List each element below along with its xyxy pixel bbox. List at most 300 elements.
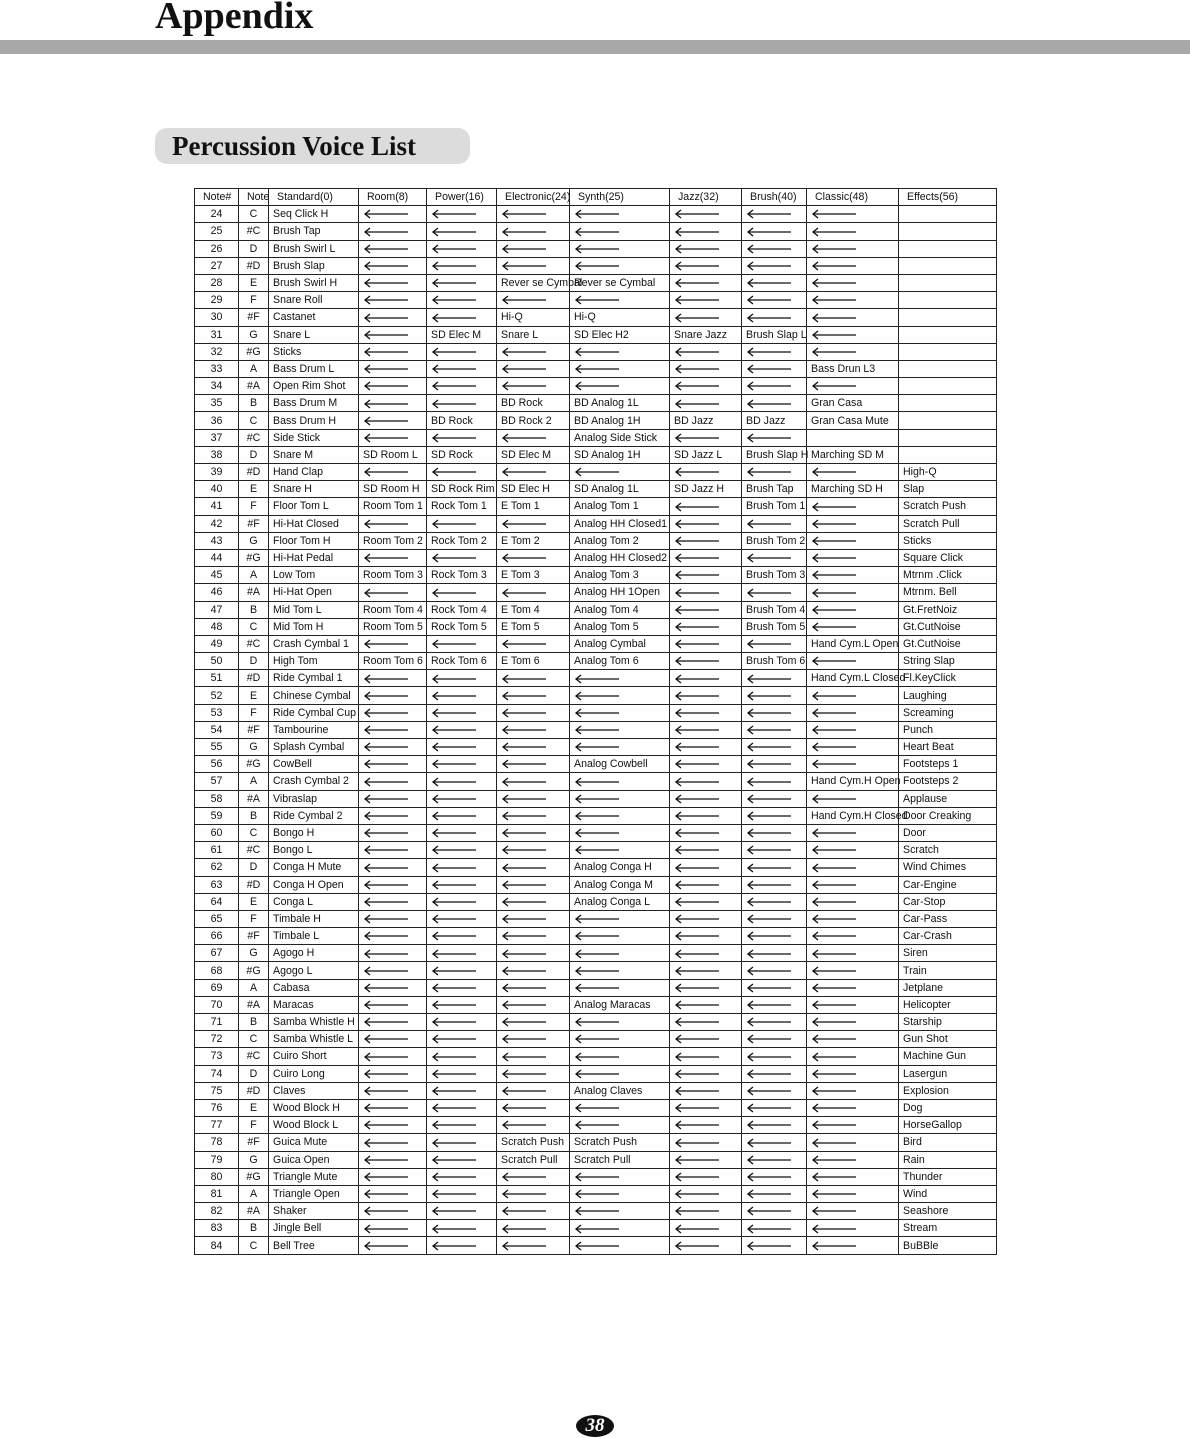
left-arrow-icon — [811, 467, 857, 477]
same-as-standard-cell — [742, 584, 807, 601]
same-as-standard-cell — [807, 378, 899, 395]
left-arrow-icon — [811, 931, 857, 941]
table-cell: A — [239, 773, 269, 790]
same-as-standard-cell — [807, 928, 899, 945]
table-row — [195, 945, 997, 962]
left-arrow-icon — [363, 794, 409, 804]
table-cell: 58 — [195, 790, 239, 807]
same-as-standard-cell — [670, 1168, 742, 1185]
table-cell: Room Tom 2 — [359, 532, 427, 549]
left-arrow-icon — [501, 381, 547, 391]
table-cell: Claves — [269, 1082, 359, 1099]
table-cell — [807, 429, 899, 446]
table-cell: #A — [239, 996, 269, 1013]
left-arrow-icon — [811, 347, 857, 357]
left-arrow-icon — [674, 502, 720, 512]
same-as-standard-cell — [570, 257, 670, 274]
table-cell — [899, 309, 997, 326]
left-arrow-icon — [674, 691, 720, 701]
left-arrow-icon — [746, 588, 792, 598]
left-arrow-icon — [811, 1103, 857, 1113]
same-as-standard-cell — [807, 1082, 899, 1099]
left-arrow-icon — [574, 949, 620, 959]
same-as-standard-cell — [427, 549, 497, 566]
same-as-standard-cell — [742, 274, 807, 291]
left-arrow-icon — [363, 1052, 409, 1062]
left-arrow-icon — [574, 1241, 620, 1251]
table-cell: Car-Stop — [899, 893, 997, 910]
left-arrow-icon — [363, 691, 409, 701]
table-cell: 68 — [195, 962, 239, 979]
table-cell: Room Tom 5 — [359, 618, 427, 635]
same-as-standard-cell — [359, 962, 427, 979]
table-cell: 55 — [195, 739, 239, 756]
left-arrow-icon — [363, 1086, 409, 1096]
same-as-standard-cell — [359, 412, 427, 429]
left-arrow-icon — [746, 639, 792, 649]
table-cell: 60 — [195, 824, 239, 841]
left-arrow-icon — [746, 966, 792, 976]
left-arrow-icon — [501, 931, 547, 941]
left-arrow-icon — [574, 828, 620, 838]
same-as-standard-cell — [570, 206, 670, 223]
left-arrow-icon — [431, 227, 477, 237]
table-cell: #G — [239, 549, 269, 566]
table-cell: Marching SD M — [807, 446, 899, 463]
table-cell: #D — [239, 464, 269, 481]
same-as-standard-cell — [670, 824, 742, 841]
same-as-standard-cell — [670, 549, 742, 566]
same-as-standard-cell — [670, 274, 742, 291]
table-cell: #D — [239, 876, 269, 893]
table-cell: 61 — [195, 842, 239, 859]
same-as-standard-cell — [427, 1117, 497, 1134]
left-arrow-icon — [811, 313, 857, 323]
same-as-standard-cell — [497, 1031, 570, 1048]
table-cell: Hand Cym.L Open — [807, 635, 899, 652]
table-row — [195, 429, 997, 446]
same-as-standard-cell — [742, 773, 807, 790]
left-arrow-icon — [674, 1224, 720, 1234]
table-cell: #G — [239, 962, 269, 979]
table-row — [195, 274, 997, 291]
table-row — [195, 1237, 997, 1254]
table-cell: Conga H Mute — [269, 859, 359, 876]
table-cell: Helicopter — [899, 996, 997, 1013]
column-header: Room(8) — [359, 189, 427, 206]
table-cell: C — [239, 206, 269, 223]
same-as-standard-cell — [807, 343, 899, 360]
left-arrow-icon — [574, 914, 620, 924]
same-as-standard-cell — [427, 274, 497, 291]
left-arrow-icon — [574, 983, 620, 993]
same-as-standard-cell — [807, 584, 899, 601]
table-cell: Brush Slap L — [742, 326, 807, 343]
same-as-standard-cell — [359, 687, 427, 704]
left-arrow-icon — [501, 845, 547, 855]
left-arrow-icon — [674, 1069, 720, 1079]
table-cell: BD Analog 1H — [570, 412, 670, 429]
left-arrow-icon — [501, 1120, 547, 1130]
same-as-standard-cell — [570, 1031, 670, 1048]
table-cell: Shaker — [269, 1203, 359, 1220]
left-arrow-icon — [674, 399, 720, 409]
left-arrow-icon — [501, 914, 547, 924]
table-cell: Scratch Push — [570, 1134, 670, 1151]
left-arrow-icon — [431, 295, 477, 305]
same-as-standard-cell — [742, 1065, 807, 1082]
table-cell: SD Room L — [359, 446, 427, 463]
left-arrow-icon — [574, 295, 620, 305]
table-cell: Hand Cym.H Closed — [807, 807, 899, 824]
left-arrow-icon — [746, 674, 792, 684]
table-cell: Conga H Open — [269, 876, 359, 893]
left-arrow-icon — [431, 1034, 477, 1044]
table-cell: Analog Tom 4 — [570, 601, 670, 618]
table-cell: Rever se Cymbal — [570, 274, 670, 291]
same-as-standard-cell — [497, 1082, 570, 1099]
same-as-standard-cell — [497, 996, 570, 1013]
table-cell: D — [239, 653, 269, 670]
left-arrow-icon — [746, 708, 792, 718]
table-cell: F — [239, 1117, 269, 1134]
left-arrow-icon — [431, 519, 477, 529]
left-arrow-icon — [574, 1120, 620, 1130]
left-arrow-icon — [363, 1172, 409, 1182]
table-cell: Gt.FretNoiz — [899, 601, 997, 618]
table-row — [195, 515, 997, 532]
table-row — [195, 292, 997, 309]
same-as-standard-cell — [359, 1082, 427, 1099]
same-as-standard-cell — [497, 378, 570, 395]
table-cell: BuBBle — [899, 1237, 997, 1254]
left-arrow-icon — [746, 1241, 792, 1251]
left-arrow-icon — [674, 227, 720, 237]
table-cell: Square Click — [899, 549, 997, 566]
same-as-standard-cell — [497, 584, 570, 601]
table-cell: Brush Slap — [269, 257, 359, 274]
table-cell: 67 — [195, 945, 239, 962]
left-arrow-icon — [574, 1034, 620, 1044]
same-as-standard-cell — [807, 910, 899, 927]
table-cell: Analog Cowbell — [570, 756, 670, 773]
table-cell: HorseGallop — [899, 1117, 997, 1134]
table-cell: Analog Claves — [570, 1082, 670, 1099]
column-header: Jazz(32) — [670, 189, 742, 206]
same-as-standard-cell — [427, 635, 497, 652]
left-arrow-icon — [674, 553, 720, 563]
table-cell: SD Elec H2 — [570, 326, 670, 343]
left-arrow-icon — [674, 1103, 720, 1113]
same-as-standard-cell — [670, 1065, 742, 1082]
column-header: Power(16) — [427, 189, 497, 206]
table-cell: #A — [239, 1203, 269, 1220]
left-arrow-icon — [674, 931, 720, 941]
left-arrow-icon — [674, 725, 720, 735]
left-arrow-icon — [431, 1017, 477, 1027]
table-cell: 44 — [195, 549, 239, 566]
same-as-standard-cell — [359, 1134, 427, 1151]
left-arrow-icon — [811, 914, 857, 924]
table-cell: Analog Tom 2 — [570, 532, 670, 549]
left-arrow-icon — [574, 1189, 620, 1199]
left-arrow-icon — [431, 759, 477, 769]
same-as-standard-cell — [742, 1151, 807, 1168]
same-as-standard-cell — [427, 1220, 497, 1237]
left-arrow-icon — [363, 639, 409, 649]
same-as-standard-cell — [742, 395, 807, 412]
table-cell: 75 — [195, 1082, 239, 1099]
table-cell: Rock Tom 2 — [427, 532, 497, 549]
table-row — [195, 206, 997, 223]
table-cell: #G — [239, 343, 269, 360]
same-as-standard-cell — [427, 206, 497, 223]
left-arrow-icon — [746, 381, 792, 391]
table-cell: BD Rock — [497, 395, 570, 412]
same-as-standard-cell — [359, 893, 427, 910]
table-cell: Ride Cymbal 1 — [269, 670, 359, 687]
left-arrow-icon — [811, 330, 857, 340]
left-arrow-icon — [431, 828, 477, 838]
left-arrow-icon — [431, 467, 477, 477]
left-arrow-icon — [746, 931, 792, 941]
table-cell: Analog Tom 1 — [570, 498, 670, 515]
same-as-standard-cell — [570, 360, 670, 377]
left-arrow-icon — [811, 1224, 857, 1234]
left-arrow-icon — [363, 347, 409, 357]
table-cell: Chinese Cymbal — [269, 687, 359, 704]
left-arrow-icon — [746, 399, 792, 409]
same-as-standard-cell — [427, 360, 497, 377]
left-arrow-icon — [574, 1069, 620, 1079]
same-as-standard-cell — [670, 653, 742, 670]
table-cell: #C — [239, 842, 269, 859]
left-arrow-icon — [501, 347, 547, 357]
table-row — [195, 790, 997, 807]
left-arrow-icon — [574, 794, 620, 804]
table-cell: C — [239, 412, 269, 429]
table-cell: Sticks — [269, 343, 359, 360]
table-cell: Bass Drun L3 — [807, 360, 899, 377]
left-arrow-icon — [674, 519, 720, 529]
same-as-standard-cell — [497, 824, 570, 841]
table-cell: E — [239, 274, 269, 291]
left-arrow-icon — [363, 966, 409, 976]
same-as-standard-cell — [427, 996, 497, 1013]
left-arrow-icon — [574, 845, 620, 855]
left-arrow-icon — [746, 1017, 792, 1027]
table-row — [195, 1168, 997, 1185]
left-arrow-icon — [574, 777, 620, 787]
left-arrow-icon — [501, 1206, 547, 1216]
same-as-standard-cell — [807, 292, 899, 309]
same-as-standard-cell — [742, 378, 807, 395]
same-as-standard-cell — [359, 584, 427, 601]
same-as-standard-cell — [497, 962, 570, 979]
left-arrow-icon — [501, 588, 547, 598]
table-cell: Gran Casa — [807, 395, 899, 412]
same-as-standard-cell — [670, 704, 742, 721]
same-as-standard-cell — [427, 292, 497, 309]
same-as-standard-cell — [807, 1031, 899, 1048]
same-as-standard-cell — [670, 1220, 742, 1237]
table-cell: 70 — [195, 996, 239, 1013]
same-as-standard-cell — [359, 1203, 427, 1220]
table-cell: SD Analog 1H — [570, 446, 670, 463]
same-as-standard-cell — [427, 739, 497, 756]
table-cell: SD Rock — [427, 446, 497, 463]
same-as-standard-cell — [807, 653, 899, 670]
same-as-standard-cell — [359, 842, 427, 859]
same-as-standard-cell — [497, 1099, 570, 1116]
same-as-standard-cell — [742, 962, 807, 979]
same-as-standard-cell — [670, 309, 742, 326]
left-arrow-icon — [811, 949, 857, 959]
table-cell: 49 — [195, 635, 239, 652]
table-cell: #G — [239, 1168, 269, 1185]
same-as-standard-cell — [807, 721, 899, 738]
same-as-standard-cell — [807, 618, 899, 635]
same-as-standard-cell — [497, 790, 570, 807]
table-cell: Wood Block H — [269, 1099, 359, 1116]
left-arrow-icon — [811, 1206, 857, 1216]
same-as-standard-cell — [670, 378, 742, 395]
same-as-standard-cell — [570, 464, 670, 481]
same-as-standard-cell — [570, 378, 670, 395]
table-cell: Analog HH 1Open — [570, 584, 670, 601]
left-arrow-icon — [574, 227, 620, 237]
left-arrow-icon — [431, 1189, 477, 1199]
left-arrow-icon — [811, 295, 857, 305]
left-arrow-icon — [674, 845, 720, 855]
same-as-standard-cell — [670, 464, 742, 481]
table-cell: Conga L — [269, 893, 359, 910]
left-arrow-icon — [746, 863, 792, 873]
left-arrow-icon — [431, 708, 477, 718]
table-cell: 64 — [195, 893, 239, 910]
table-cell: Laughing — [899, 687, 997, 704]
table-cell: E Tom 6 — [497, 653, 570, 670]
left-arrow-icon — [363, 1017, 409, 1027]
left-arrow-icon — [746, 261, 792, 271]
left-arrow-icon — [811, 227, 857, 237]
table-cell: SD Elec M — [497, 446, 570, 463]
table-cell: Heart Beat — [899, 739, 997, 756]
table-cell: High Tom — [269, 653, 359, 670]
same-as-standard-cell — [742, 859, 807, 876]
left-arrow-icon — [363, 227, 409, 237]
same-as-standard-cell — [497, 893, 570, 910]
table-cell: E Tom 1 — [497, 498, 570, 515]
table-cell: B — [239, 1014, 269, 1031]
column-header: Effects(56) — [899, 189, 997, 206]
same-as-standard-cell — [670, 962, 742, 979]
table-cell: Mid Tom L — [269, 601, 359, 618]
left-arrow-icon — [811, 1034, 857, 1044]
left-arrow-icon — [431, 931, 477, 941]
left-arrow-icon — [674, 244, 720, 254]
table-row — [195, 378, 997, 395]
table-cell: E Tom 4 — [497, 601, 570, 618]
table-row — [195, 343, 997, 360]
table-cell: Scratch Pull — [570, 1151, 670, 1168]
table-cell: SD Rock Rim — [427, 481, 497, 498]
left-arrow-icon — [431, 1224, 477, 1234]
same-as-standard-cell — [427, 257, 497, 274]
table-row — [195, 549, 997, 566]
left-arrow-icon — [363, 674, 409, 684]
table-cell: Analog HH Closed2 — [570, 549, 670, 566]
left-arrow-icon — [811, 725, 857, 735]
table-cell: #C — [239, 223, 269, 240]
left-arrow-icon — [363, 1206, 409, 1216]
table-cell: Room Tom 3 — [359, 567, 427, 584]
table-cell: Agogo L — [269, 962, 359, 979]
same-as-standard-cell — [807, 257, 899, 274]
same-as-standard-cell — [359, 773, 427, 790]
left-arrow-icon — [811, 656, 857, 666]
left-arrow-icon — [501, 966, 547, 976]
table-cell: Screaming — [899, 704, 997, 721]
same-as-standard-cell — [570, 824, 670, 841]
same-as-standard-cell — [359, 979, 427, 996]
left-arrow-icon — [431, 949, 477, 959]
table-cell: Lasergun — [899, 1065, 997, 1082]
table-cell: 77 — [195, 1117, 239, 1134]
same-as-standard-cell — [742, 979, 807, 996]
left-arrow-icon — [431, 1206, 477, 1216]
same-as-standard-cell — [497, 859, 570, 876]
same-as-standard-cell — [427, 790, 497, 807]
same-as-standard-cell — [742, 910, 807, 927]
table-cell — [899, 223, 997, 240]
table-cell: Hi-Hat Pedal — [269, 549, 359, 566]
same-as-standard-cell — [807, 842, 899, 859]
left-arrow-icon — [674, 777, 720, 787]
left-arrow-icon — [811, 244, 857, 254]
left-arrow-icon — [746, 433, 792, 443]
table-cell: 65 — [195, 910, 239, 927]
same-as-standard-cell — [670, 240, 742, 257]
same-as-standard-cell — [670, 1134, 742, 1151]
table-row — [195, 309, 997, 326]
same-as-standard-cell — [359, 309, 427, 326]
table-row — [195, 859, 997, 876]
left-arrow-icon — [363, 364, 409, 374]
left-arrow-icon — [363, 553, 409, 563]
same-as-standard-cell — [670, 859, 742, 876]
table-cell: Room Tom 1 — [359, 498, 427, 515]
same-as-standard-cell — [570, 343, 670, 360]
same-as-standard-cell — [359, 326, 427, 343]
left-arrow-icon — [746, 1120, 792, 1130]
same-as-standard-cell — [670, 945, 742, 962]
table-cell: Brush Swirl L — [269, 240, 359, 257]
same-as-standard-cell — [742, 893, 807, 910]
left-arrow-icon — [674, 1241, 720, 1251]
same-as-standard-cell — [570, 773, 670, 790]
table-cell: Scratch Pull — [899, 515, 997, 532]
table-cell: D — [239, 1065, 269, 1082]
same-as-standard-cell — [359, 704, 427, 721]
left-arrow-icon — [674, 313, 720, 323]
left-arrow-icon — [501, 227, 547, 237]
same-as-standard-cell — [742, 807, 807, 824]
left-arrow-icon — [363, 897, 409, 907]
column-header: Standard(0) — [269, 189, 359, 206]
table-row — [195, 739, 997, 756]
left-arrow-icon — [746, 742, 792, 752]
